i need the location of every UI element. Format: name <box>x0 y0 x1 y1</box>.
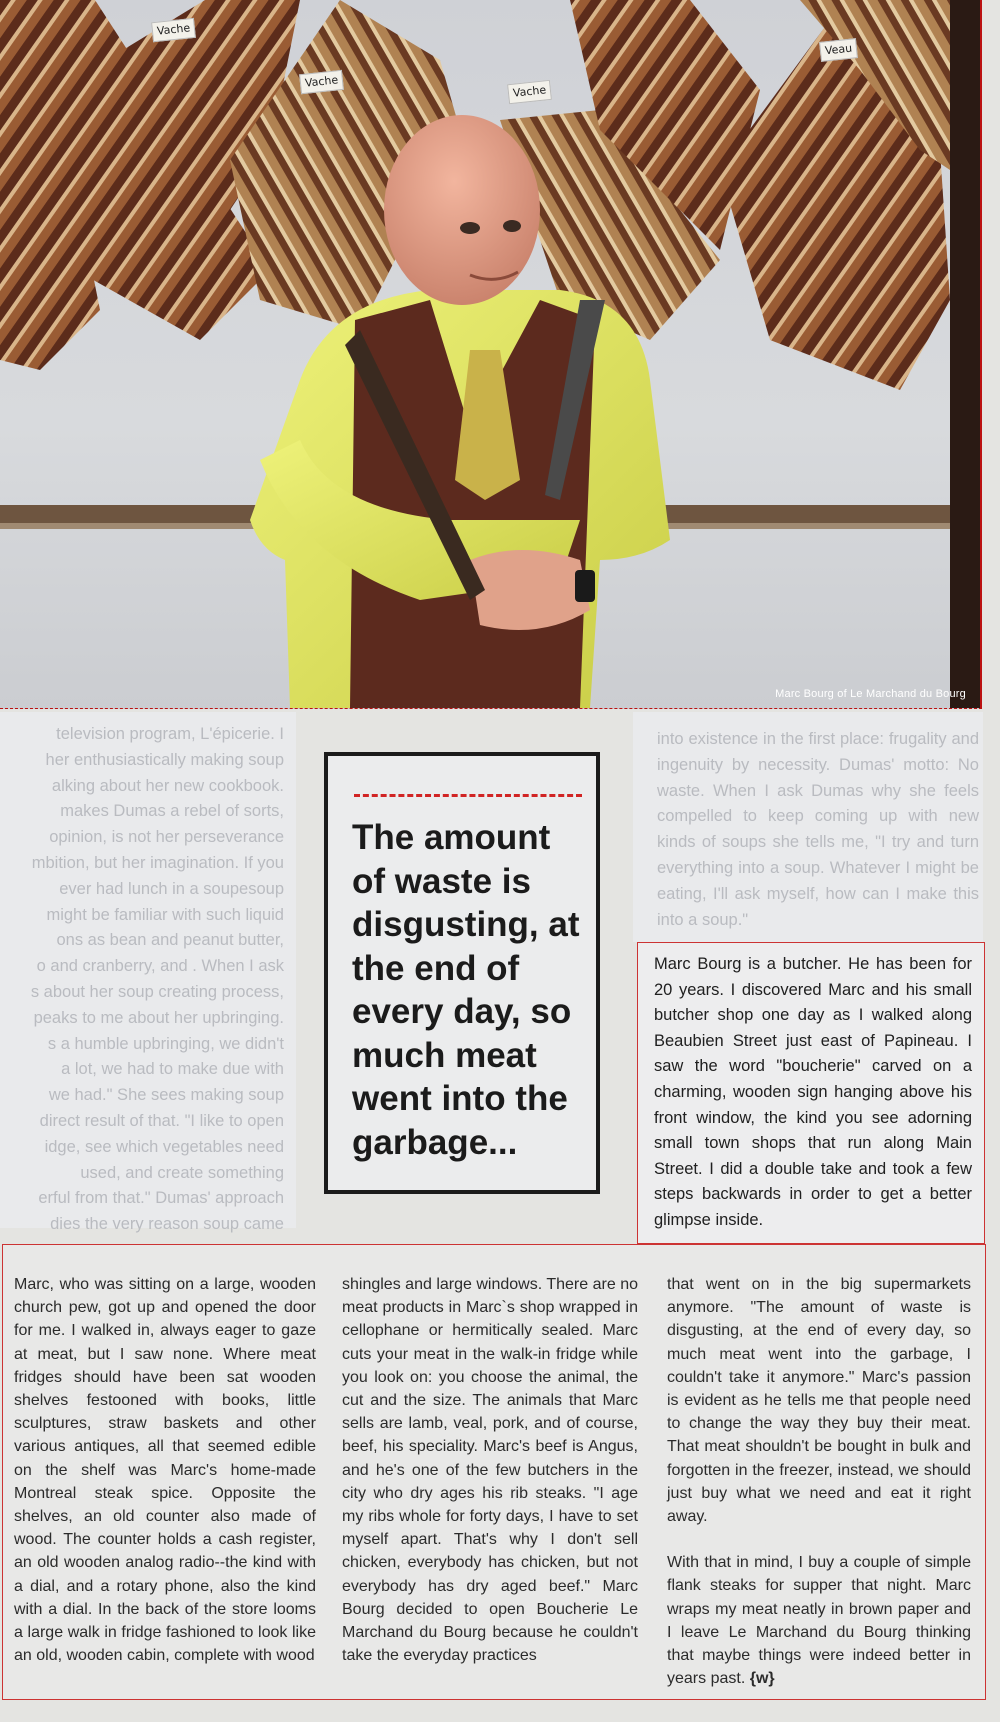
article-paragraph-final <box>667 1551 971 1690</box>
text-line: ons as bean and peanut butter, <box>56 931 284 950</box>
text-line: makes Dumas a rebel of sorts, <box>60 802 284 821</box>
butcher-photo <box>0 0 982 709</box>
text-line: idge, see which vegetables need <box>44 1137 284 1156</box>
article-column-2 <box>342 1273 638 1690</box>
price-tag: Vache <box>507 80 552 104</box>
pull-quote-box <box>324 752 600 1194</box>
signoff-mark: {w} <box>749 1670 775 1688</box>
intro-paragraph: Marc Bourg is a butcher. He has been for 20 years. I discovered Marc and his small butcher shop one day as I walked along Beaubien Street just east of Papineau. I saw the word "boucherie" carved on a charming, wooden sign hanging above his front window, the kind you see adorning small town shops that run along Main Street. I did a double take and took a few steps backwards in order to get a better glimpse inside. <box>654 955 972 1229</box>
previous-article-column-right: into existence in the first place: frugality and ingenuity by necessity. Dumas' motto: No waste. When I ask Dumas why she feels compelled to keep coming up with new kinds of soups she tells me, "I try and turn everything into a soup. Whatever I might be eating, I'll ask myself, how can I make this into a soup." <box>657 730 979 929</box>
text-line: ever had lunch in a soupesoup <box>59 879 284 898</box>
text-line: o and cranberry, and . When I ask <box>36 957 284 976</box>
text-line: s a humble upbringing, we didn't <box>47 1034 284 1053</box>
text-line: television program, L'épicerie. I <box>56 725 284 743</box>
article-paragraph: Marc, who was sitting on a large, wooden church pew, got up and opened the door for me. I walked in, always eager to gaze at meat, but I saw none. Where meat fridges should have been sat wooden shelves festooned with books, little sculptures, straw baskets and other various antiques, all that seemed edible on the shelf was Marc's home-made Montreal steak spice. Opposite the shelves, an old counter also made of wood. The counter holds a cash register, an old wooden analog radio--the kind with a dial, and a rotary phone, also the kind with a dial. In the back of the store looms a large walk in fridge fashioned to look like an old, wooden cabin, complete with wood <box>14 1276 316 1665</box>
text-line: might be familiar with such liquid <box>46 905 284 924</box>
quote-divider <box>354 794 582 797</box>
price-tag: Vache <box>151 18 196 42</box>
text-line: alking about her new cookbook. <box>51 776 284 795</box>
text-line: erful from that." Dumas' approach <box>38 1189 284 1208</box>
photo-illustration <box>0 0 980 708</box>
pull-quote: The amount of waste is disgusting, at the end of every day, so much meat went into the garbage... <box>352 818 580 1162</box>
price-tag: Vache <box>299 70 344 94</box>
photo-caption: Marc Bourg of Le Marchand du Bourg <box>775 688 966 700</box>
previous-article-column-left <box>0 722 284 1238</box>
text-line: s about her soup creating process, <box>30 982 284 1001</box>
text-line: opinion, is not her perseverance <box>49 828 284 847</box>
intro-box <box>637 942 985 1244</box>
article-paragraph: shingles and large windows. There are no meat products in Marc`s shop wrapped in cellophane or hermitically sealed. Marc cuts your meat in the walk-in fridge while you look on: you choose the animal, the cut and the size. The animals that Marc sells are lamb, veal, pork, and of course, beef, his speciality. Marc's beef is Angus, and he's one of the few butchers in the city who dry ages his rib steaks. "I age my ribs whole for forty days, I have to set myself apart. That's why I don't sell chicken, everybody has chicken, but not everybody has dry aged beef." Marc Bourg decided to open Boucherie Le Marchand du Bourg because he couldn't take the everyday practices <box>342 1276 638 1665</box>
text-line: direct result of that. "I like to open <box>39 1111 284 1130</box>
closing-text: With that in mind, I buy a couple of simple flank steaks for supper that night. Marc wraps my meat neatly in brown paper and I leave Le Marchand du Bourg thinking that maybe things were indeed better in years past. <box>667 1554 971 1688</box>
text-line: we had." She sees making soup <box>48 1086 284 1105</box>
text-line: used, and create something <box>80 1163 284 1182</box>
text-line: mbition, but her imagination. If you <box>31 853 284 872</box>
article-column-3 <box>667 1273 971 1713</box>
article-column-1 <box>14 1273 316 1690</box>
text-line: a lot, we had to make due with <box>61 1060 284 1079</box>
text-line: dies the very reason soup came <box>50 1215 284 1234</box>
price-tag: Veau <box>819 38 858 62</box>
article-paragraph: that went on in the big supermarkets anymore. "The amount of waste is disgusting, at the end of every day, so much meat went into the garbage, I couldn't take it anymore." Marc's passion is evident as he tells me that people need to change the way they buy their meat. That meat shouldn't be bought in bulk and forgotten in the freezer, instead, we should just buy what we need and eat it right away. <box>667 1276 971 1526</box>
text-line: her enthusiastically making soup <box>45 750 284 769</box>
text-line: peaks to me about her upbringing. <box>33 1008 284 1027</box>
